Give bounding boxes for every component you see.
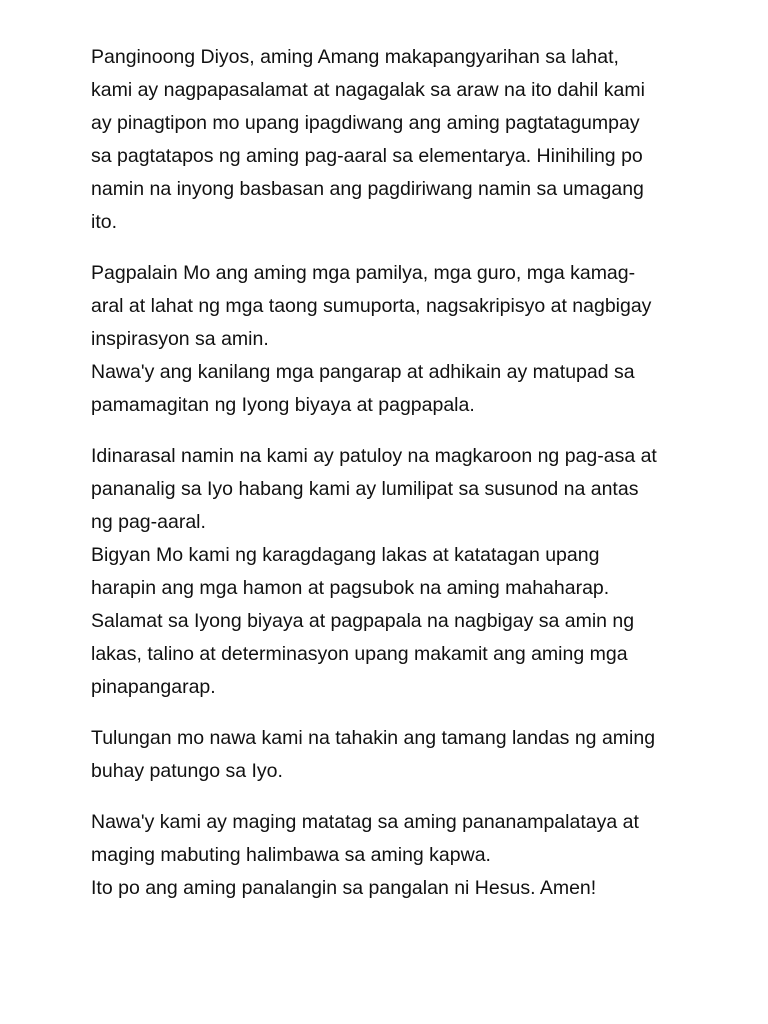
text-line: ay pinagtipon mo upang ipagdiwang ang aming pagtatagumpay: [91, 112, 640, 134]
text-line: Bigyan Mo kami ng karagdagang lakas at katatagan upang: [91, 544, 600, 566]
text-line: ito.: [91, 211, 118, 233]
text-line: pinapangarap.: [91, 676, 216, 698]
text-line: Ito po ang aming panalangin sa pangalan ni Hesus. Amen!: [91, 877, 597, 899]
text-line: pamamagitan ng Iyong biyaya at pagpapala.: [91, 394, 475, 416]
text-line: sa pagtatapos ng aming pag-aaral sa elementarya. Hinihiling po: [91, 145, 643, 167]
paragraph-1: [91, 41, 691, 239]
text-line: buhay patungo sa Iyo.: [91, 760, 283, 782]
paragraph-2: [91, 257, 691, 422]
text-line: namin na inyong basbasan ang pagdiriwang namin sa umagang: [91, 178, 644, 200]
paragraph-4: [91, 722, 691, 788]
prayer-document: [91, 41, 691, 923]
paragraph-3: [91, 440, 691, 704]
text-line: kami ay nagpapasalamat at nagagalak sa araw na ito dahil kami: [91, 79, 645, 101]
text-line: inspirasyon sa amin.: [91, 328, 269, 350]
text-line: Nawa'y ang kanilang mga pangarap at adhikain ay matupad sa: [91, 361, 635, 383]
text-line: Tulungan mo nawa kami na tahakin ang tamang landas ng aming: [91, 727, 656, 749]
paragraph-5: [91, 806, 691, 905]
text-line: lakas, talino at determinasyon upang makamit ang aming mga: [91, 643, 628, 665]
text-line: aral at lahat ng mga taong sumuporta, nagsakripisyo at nagbigay: [91, 295, 652, 317]
text-line: Nawa'y kami ay maging matatag sa aming pananampalataya at: [91, 811, 639, 833]
text-line: Pagpalain Mo ang aming mga pamilya, mga guro, mga kamag-: [91, 262, 636, 284]
text-line: pananalig sa Iyo habang kami ay lumilipat sa susunod na antas: [91, 478, 639, 500]
text-line: harapin ang mga hamon at pagsubok na aming mahaharap.: [91, 577, 610, 599]
text-line: maging mabuting halimbawa sa aming kapwa.: [91, 844, 491, 866]
text-line: ng pag-aaral.: [91, 511, 206, 533]
text-line: Salamat sa Iyong biyaya at pagpapala na nagbigay sa amin ng: [91, 610, 635, 632]
text-line: Panginoong Diyos, aming Amang makapangyarihan sa lahat,: [91, 46, 619, 68]
text-line: Idinarasal namin na kami ay patuloy na magkaroon ng pag-asa at: [91, 445, 657, 467]
